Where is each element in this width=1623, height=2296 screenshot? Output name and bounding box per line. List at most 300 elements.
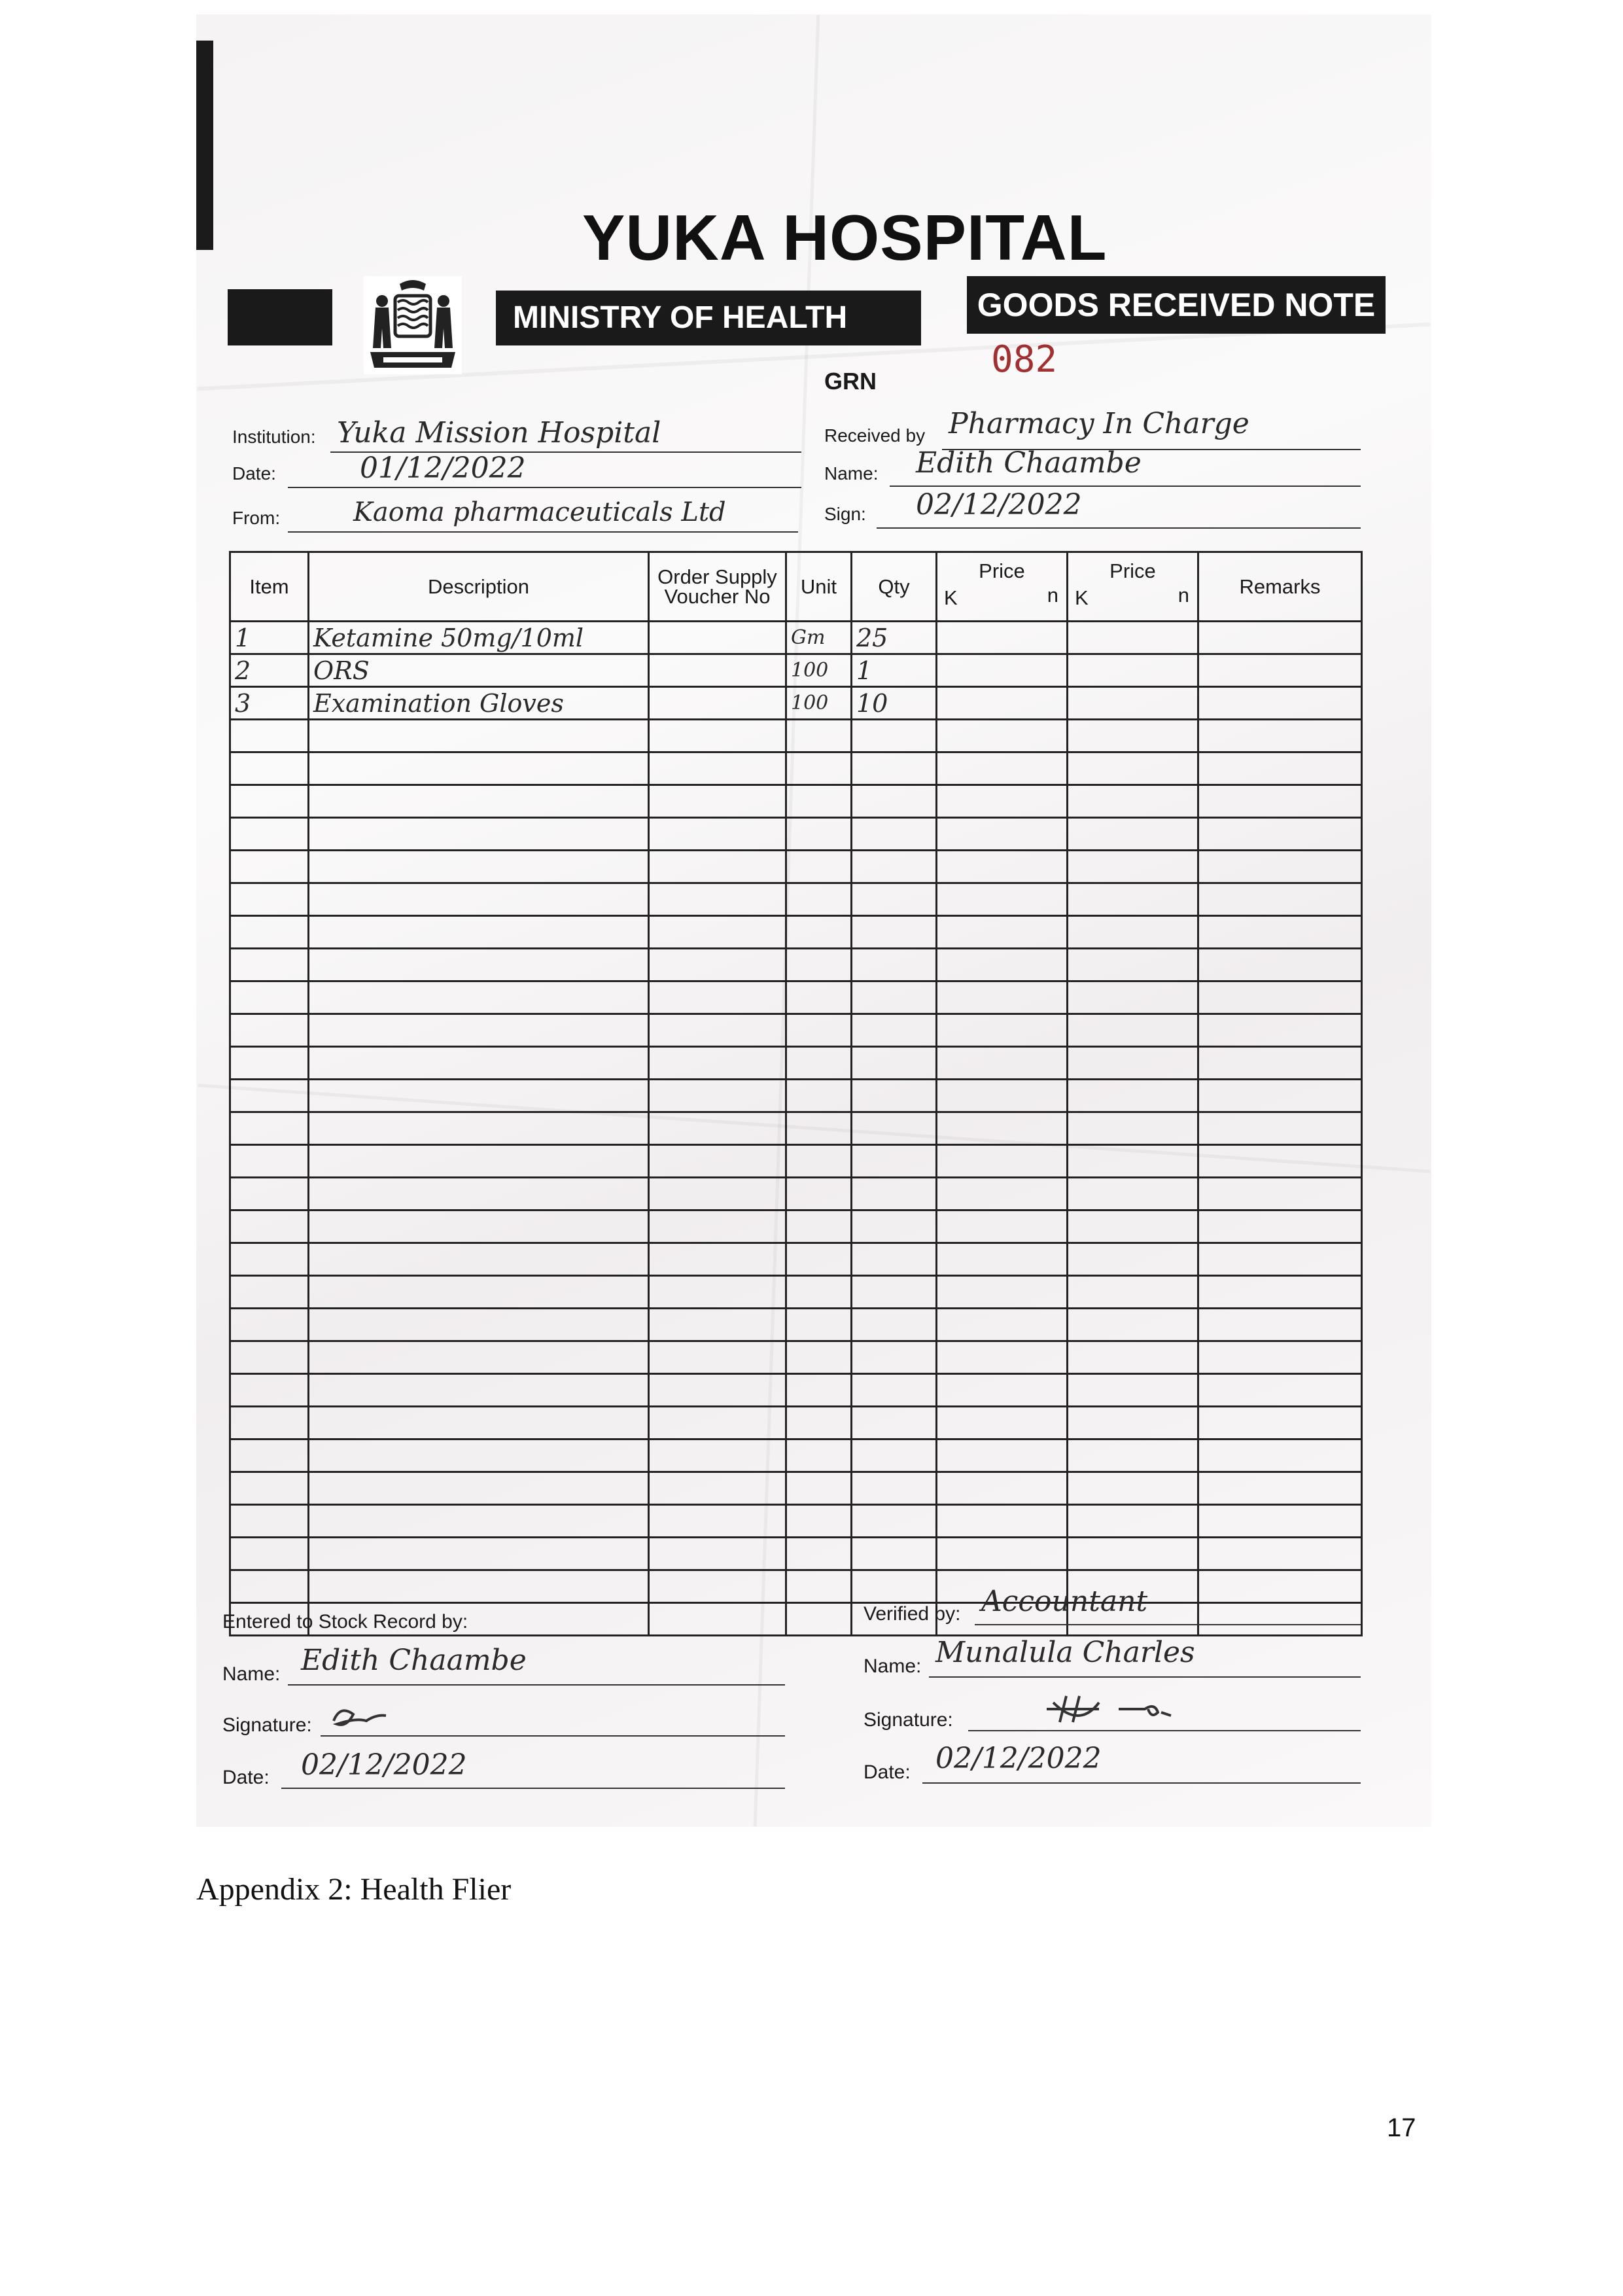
verified-date-value: 02/12/2022 [935,1742,1102,1775]
table-cell-empty [649,1080,786,1112]
table-cell-empty [1198,1047,1362,1080]
name-value: Edith Chaambe [916,446,1142,480]
table-cell-empty [1068,1439,1198,1472]
table-cell-empty [649,949,786,981]
table-cell-empty [230,818,309,851]
table-cell-empty [649,1243,786,1276]
table-cell-empty [852,785,937,818]
cell-description: Examination Gloves [309,687,649,720]
price-n-label: n [1047,584,1058,607]
table-row-empty [230,1570,1362,1603]
table-cell-empty [1068,1112,1198,1145]
table-cell-empty [937,1014,1068,1047]
table-cell-empty [649,785,786,818]
table-cell-empty [649,1538,786,1570]
table-row-empty [230,1341,1362,1374]
cell-qty: 25 [852,622,937,654]
stock-name-label: Name: [222,1663,281,1685]
table-cell-empty [309,720,649,752]
table-cell-empty [1198,1439,1362,1472]
table-cell-empty [1068,981,1198,1014]
table-cell-empty [852,1112,937,1145]
sign-value: 02/12/2022 [916,488,1082,521]
table-cell-empty [1068,949,1198,981]
stock-name-value: Edith Chaambe [301,1644,527,1677]
institution-label: Institution: [232,427,316,447]
table-cell-empty [937,1505,1068,1538]
table-cell-empty [786,949,852,981]
table-cell-empty [309,1276,649,1309]
table-cell-empty [230,1178,309,1210]
col-header-qty: Qty [852,552,937,622]
table-cell-empty [937,916,1068,949]
verified-by-label: Verified by: [864,1603,961,1625]
verified-signature-label: Signature: [864,1709,953,1731]
table-cell-empty [1198,1276,1362,1309]
table-cell-empty [309,1047,649,1080]
table-cell-empty [786,1178,852,1210]
cell-unit: 100 [786,687,852,720]
table-cell-empty [1198,1112,1362,1145]
cell-qty: 10 [852,687,937,720]
table-cell-empty [852,981,937,1014]
table-cell-empty [649,752,786,785]
verified-signature-line [968,1730,1361,1731]
table-row-empty [230,1014,1362,1047]
table-row-empty [230,1276,1362,1309]
verified-name-line [929,1676,1361,1678]
table-cell-empty [1068,1080,1198,1112]
table-cell-empty [852,883,937,916]
table-row-empty [230,851,1362,883]
table-cell-empty [230,1210,309,1243]
verified-date-line [922,1782,1361,1784]
table-cell-empty [1198,1570,1362,1603]
table-cell-empty [1198,818,1362,851]
table-cell-empty [309,1341,649,1374]
table-cell-empty [309,1570,649,1603]
table-cell-empty [309,818,649,851]
table-cell-empty [1068,720,1198,752]
table-cell-empty [309,1538,649,1570]
cell-price [937,654,1068,687]
table-cell-empty [786,916,852,949]
table-cell-empty [1198,785,1362,818]
table-cell-empty [649,981,786,1014]
table-row-empty [230,752,1362,785]
table-cell-empty [852,1309,937,1341]
table-cell-empty [1198,752,1362,785]
table-cell-empty [649,1570,786,1603]
price-k-label: K [944,586,958,609]
table-cell-empty [309,752,649,785]
table-cell-empty [852,818,937,851]
table-row-empty [230,1439,1362,1472]
table-cell-empty [852,752,937,785]
cell-price [1068,622,1198,654]
table-cell-empty [1198,851,1362,883]
stock-date-line [281,1788,785,1789]
table-cell-empty [649,1374,786,1407]
received-by-label: Received by [824,425,926,446]
table-cell-empty [1198,1178,1362,1210]
verified-name-label: Name: [864,1655,922,1677]
table-cell-empty [852,1374,937,1407]
cell-remarks [1198,622,1362,654]
table-cell-empty [852,1276,937,1309]
table-cell-empty [1198,1538,1362,1570]
table-cell-empty [852,1472,937,1505]
table-cell-empty [852,1439,937,1472]
table-cell-empty [1198,981,1362,1014]
ministry-band: MINISTRY OF HEALTH [496,291,921,345]
table-cell-empty [937,720,1068,752]
table-header-row [230,552,1362,622]
table-cell-empty [937,1243,1068,1276]
cell-qty: 1 [852,654,937,687]
table-cell-empty [309,1374,649,1407]
table-cell-empty [1068,752,1198,785]
photo-dark-edge [196,41,213,250]
table-cell-empty [937,949,1068,981]
table-cell-empty [649,1014,786,1047]
cell-unit: Gm [786,622,852,654]
col-header-voucher-line2: Voucher No [664,584,771,608]
table-cell-empty [937,818,1068,851]
table-cell-empty [937,1276,1068,1309]
table-cell-empty [1068,1014,1198,1047]
table-cell-empty [1068,1178,1198,1210]
table-cell-empty [649,1472,786,1505]
table-cell-empty [1198,1210,1362,1243]
cell-item: 2 [230,654,309,687]
table-cell-empty [1198,1145,1362,1178]
table-cell-empty [309,851,649,883]
name-label: Name: [824,463,879,484]
table-cell-empty [786,720,852,752]
table-cell-empty [230,1145,309,1178]
cell-description: Ketamine 50mg/10ml [309,622,649,654]
table-cell-empty [309,1505,649,1538]
table-cell-empty [230,1505,309,1538]
cell-voucher [649,687,786,720]
table-cell-empty [649,1309,786,1341]
table-cell-empty [1068,1374,1198,1407]
col-header-description: Description [309,552,649,622]
table-cell-empty [1068,1210,1198,1243]
cell-item: 1 [230,622,309,654]
table-cell-empty [309,1309,649,1341]
col-header-voucher [649,552,786,622]
table-cell-empty [937,1407,1068,1439]
table-cell-empty [230,1243,309,1276]
table-cell-empty [1198,1243,1362,1276]
table-row-empty [230,1309,1362,1341]
appendix-caption: Appendix 2: Health Flier [196,1872,512,1907]
price-label: Price [979,559,1025,582]
table-cell-empty [1068,1145,1198,1178]
table-cell-empty [1068,1276,1198,1309]
name-line [890,486,1361,487]
table-cell-empty [1198,949,1362,981]
table-cell-empty [786,851,852,883]
col-header-unit: Unit [786,552,852,622]
table-cell-empty [230,785,309,818]
table-cell-empty [786,1472,852,1505]
table-cell-empty [230,1080,309,1112]
verified-date-label: Date: [864,1761,911,1783]
price-k-label: K [1075,586,1089,609]
table-cell-empty [1068,1407,1198,1439]
goods-received-note-title: GOODS RECEIVED NOTE [967,276,1386,334]
col-header-price-1 [937,552,1068,622]
table-cell-empty [1198,883,1362,916]
table-cell-empty [1198,1309,1362,1341]
hospital-name: YUKA HOSPITAL [582,202,1108,274]
table-row-empty [230,949,1362,981]
table-row-empty [230,1505,1362,1538]
cell-remarks [1198,687,1362,720]
table-cell-empty [852,1178,937,1210]
table-cell-empty [1198,1014,1362,1047]
table-row [230,687,1362,720]
table-row-empty [230,1472,1362,1505]
price-label: Price [1109,559,1156,582]
table-cell-empty [786,752,852,785]
table-row [230,654,1362,687]
table-cell-empty [937,1178,1068,1210]
cell-voucher [649,654,786,687]
verified-by-value: Accountant [981,1585,1148,1618]
table-cell-empty [937,851,1068,883]
table-cell-empty [230,883,309,916]
table-cell-empty [852,949,937,981]
table-cell-empty [309,1243,649,1276]
table-cell-empty [649,1505,786,1538]
cell-remarks [1198,654,1362,687]
table-cell-empty [309,1178,649,1210]
table-cell-empty [649,1341,786,1374]
table-cell-empty [649,720,786,752]
table-cell-empty [1198,916,1362,949]
cell-item: 3 [230,687,309,720]
table-cell-empty [786,1014,852,1047]
table-cell-empty [230,1570,309,1603]
table-cell-empty [786,1309,852,1341]
stock-date-label: Date: [222,1767,270,1788]
table-cell-empty [1198,1341,1362,1374]
table-cell-empty [1068,916,1198,949]
table-cell-empty [1198,1374,1362,1407]
table-cell-empty [1068,1538,1198,1570]
table-row-empty [230,1145,1362,1178]
table-cell-empty [309,1080,649,1112]
table-cell-empty [852,1014,937,1047]
table-cell-empty [230,720,309,752]
table-cell-empty [309,981,649,1014]
table-cell-empty [786,981,852,1014]
goods-table [229,551,1363,1636]
table-cell-empty [230,1309,309,1341]
table-cell-empty [786,1407,852,1439]
price-n-label: n [1178,584,1189,607]
from-label: From: [232,508,281,528]
grn-number: 082 [991,338,1058,381]
table-cell-empty [786,883,852,916]
institution-value: Yuka Mission Hospital [337,416,661,450]
table-cell-empty [937,1472,1068,1505]
coat-of-arms-emblem [364,276,462,374]
table-cell-empty [852,1341,937,1374]
table-cell-empty [649,916,786,949]
table-cell-empty [230,949,309,981]
table-row-empty [230,1407,1362,1439]
date-value: 01/12/2022 [360,451,526,485]
table-cell-empty [937,1309,1068,1341]
table-cell-empty [1068,851,1198,883]
table-row [230,622,1362,654]
verified-by-line [975,1624,1361,1625]
table-cell-empty [649,1112,786,1145]
cell-unit: 100 [786,654,852,687]
col-header-price-2 [1068,552,1198,622]
table-cell-empty [1068,785,1198,818]
table-cell-empty [852,1080,937,1112]
table-cell-empty [937,1374,1068,1407]
table-cell-empty [649,1439,786,1472]
cell-price [1068,654,1198,687]
table-row-empty [230,720,1362,752]
table-row-empty [230,1178,1362,1210]
table-body [230,622,1362,1636]
table-cell-empty [649,1178,786,1210]
table-cell-empty [230,1472,309,1505]
table-cell-empty [230,1014,309,1047]
table-cell-empty [937,883,1068,916]
table-cell-empty [786,1112,852,1145]
table-cell-empty [1068,1309,1198,1341]
table-cell-empty [230,1112,309,1145]
table-cell-empty [1198,720,1362,752]
table-cell-empty [230,1407,309,1439]
table-cell-empty [649,1603,786,1636]
table-cell-empty [937,1080,1068,1112]
table-cell-empty [649,818,786,851]
received-by-value: Pharmacy In Charge [949,407,1249,440]
table-row-empty [230,1210,1362,1243]
stock-signature-mark [327,1701,393,1734]
table-cell-empty [786,1210,852,1243]
table-row-empty [230,981,1362,1014]
table-cell-empty [309,1014,649,1047]
verified-name-value: Munalula Charles [935,1636,1195,1669]
stock-name-line [288,1684,785,1686]
table-cell-empty [786,1276,852,1309]
table-cell-empty [937,785,1068,818]
entered-to-stock-heading: Entered to Stock Record by: [222,1611,468,1633]
table-cell-empty [852,1570,937,1603]
table-cell-empty [649,1210,786,1243]
header-band-left-block [228,289,332,345]
grn-label: GRN [824,368,877,395]
goods-received-note-photo [196,14,1431,1827]
date-line [288,487,801,488]
table-cell-empty [852,720,937,752]
col-header-voucher-line1: Order Supply [657,565,777,588]
table-cell-empty [852,851,937,883]
table-cell-empty [649,883,786,916]
table-cell-empty [230,1276,309,1309]
table-cell-empty [852,1243,937,1276]
from-value: Kaoma pharmaceuticals Ltd [353,497,726,527]
table-cell-empty [230,1374,309,1407]
table-cell-empty [852,916,937,949]
table-cell-empty [786,1341,852,1374]
stock-signature-label: Signature: [222,1714,312,1736]
table-row-empty [230,1243,1362,1276]
table-row-empty [230,916,1362,949]
table-cell-empty [230,1341,309,1374]
table-row-empty [230,818,1362,851]
table-cell-empty [309,1439,649,1472]
table-row-empty [230,1047,1362,1080]
table-cell-empty [786,1603,852,1636]
table-cell-empty [1068,1341,1198,1374]
table-cell-empty [230,752,309,785]
table-cell-empty [786,1439,852,1472]
from-line [288,531,798,533]
table-cell-empty [1198,1407,1362,1439]
table-cell-empty [649,1407,786,1439]
table-cell-empty [852,1407,937,1439]
table-cell-empty [1068,1047,1198,1080]
cell-price [1068,687,1198,720]
page-number: 17 [1387,2113,1416,2142]
table-cell-empty [786,1505,852,1538]
table-cell-empty [937,1210,1068,1243]
stock-date-value: 02/12/2022 [301,1748,467,1782]
table-cell-empty [230,1047,309,1080]
table-cell-empty [786,1047,852,1080]
table-cell-empty [1198,1505,1362,1538]
table-cell-empty [1198,1472,1362,1505]
table-cell-empty [230,981,309,1014]
table-row-empty [230,883,1362,916]
col-header-item: Item [230,552,309,622]
table-cell-empty [649,1145,786,1178]
table-row-empty [230,1374,1362,1407]
table-cell-empty [1068,818,1198,851]
table-cell-empty [786,1243,852,1276]
table-cell-empty [852,1047,937,1080]
table-cell-empty [230,1439,309,1472]
table-cell-empty [786,1570,852,1603]
table-cell-empty [1198,1080,1362,1112]
date-label: Date: [232,463,276,484]
table-cell-empty [230,851,309,883]
table-cell-empty [937,1047,1068,1080]
table-cell-empty [786,1538,852,1570]
table-cell-empty [649,1276,786,1309]
table-cell-empty [309,1145,649,1178]
table-cell-empty [1068,883,1198,916]
verified-signature-mark [1040,1689,1184,1729]
table-cell-empty [309,1112,649,1145]
cell-price [937,622,1068,654]
cell-description: ORS [309,654,649,687]
table-row-empty [230,1080,1362,1112]
table-cell-empty [309,1472,649,1505]
